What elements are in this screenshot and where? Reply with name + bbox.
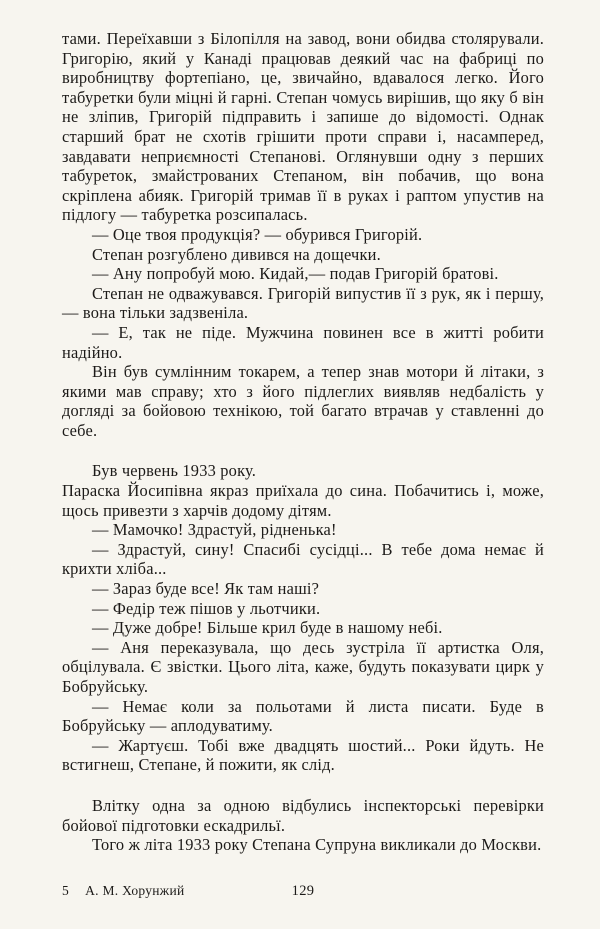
narrative-paragraph: Степан не одважувався. Григорій випустив її з рук, як і першу,— вона тільки задзвеніла. (62, 283, 544, 323)
signature-mark: 5 (62, 883, 70, 898)
dialogue-line: — Федір теж пішов у льотчики. (92, 598, 321, 618)
dialogue-line: — Немає коли за польотами й листа писати. Буде в Бобруйську — аплодуватиму. (62, 696, 544, 736)
dialogue-line: — Аня переказувала, що десь зустріла її артистка Оля, обцілувала. Є звістки. Цього літа, каже, будуть показувати цирк у Бобруйську. (62, 637, 544, 696)
narrative-paragraph: Того ж літа 1933 року Степана Супруна викликали до Москви. (92, 835, 542, 855)
dialogue-line: — Зараз буде все! Як там наші? (92, 579, 320, 599)
dialogue-line: — Мамочко! Здрастуй, рідненька! (92, 520, 337, 540)
dialogue-line: — Дуже добре! Більше крил буде в нашому небі. (92, 618, 443, 638)
narrative-paragraph: Він був сумлінним токарем, а тепер знав мотори й літаки, з якими мав справу; хто з його підлеглих виявляв недбалість у догляді за бойовою технікою, той багато втрачав у ставленні до себе. (62, 362, 544, 440)
dialogue-line: — Жартуєш. Тобі вже двадцять шостий... Роки йдуть. Не встигнеш, Степане, й пожити, як слід. (62, 735, 544, 775)
page-number: 129 (291, 883, 315, 899)
page-footer (62, 883, 544, 899)
narrative-paragraph: Був червень 1933 року. (92, 461, 257, 481)
dialogue-line: — Здрастуй, сину! Спасибі сусідці... В тебе дома немає й крихти хліба... (62, 539, 544, 579)
page-text-block (62, 29, 544, 855)
author-name: А. М. Хорунжий (85, 883, 185, 898)
narrative-paragraph: Степан розгублено дивився на дощечки. (92, 244, 381, 264)
paragraph-continuation: тами. Переїхавши з Білопілля на завод, вони обидва столярували. Григорію, який у Канаді працював деякий час на фабриці по виробництву фортепіано, це, звичайно, вдавалося легко. Його табуретки були міцні й гарні. Степан чомусь вирішив, що яку б він не зліпив, Григорій підправить і запише до відомості. Однак старший брат не схотів грішити проти справи і, насамперед, завдавати неприємності Степанові. Оглянувши одну з перших табуреток, змайстрованих Степаном, він побачив, що вона скріплена абияк. Григорій тримав її в руках і раптом упустив на підлогу — табуретка розсипалась. (62, 29, 544, 225)
dialogue-line: — Оце твоя продукція? — обурився Григорій. (92, 224, 423, 244)
narrative-paragraph: Параска Йосипівна якраз приїхала до сина. Побачитись і, може, щось привезти з харчів додому дітям. (62, 481, 544, 520)
dialogue-line: — Е, так не піде. Мужчина повинен все в житті робити надійно. (62, 322, 544, 362)
dialogue-line: — Ану попробуй мою. Кидай,— подав Григорій братові. (92, 264, 499, 284)
narrative-paragraph: Влітку одна за одною відбулись інспекторські перевірки бойової підготовки ескадрильї. (62, 795, 544, 835)
